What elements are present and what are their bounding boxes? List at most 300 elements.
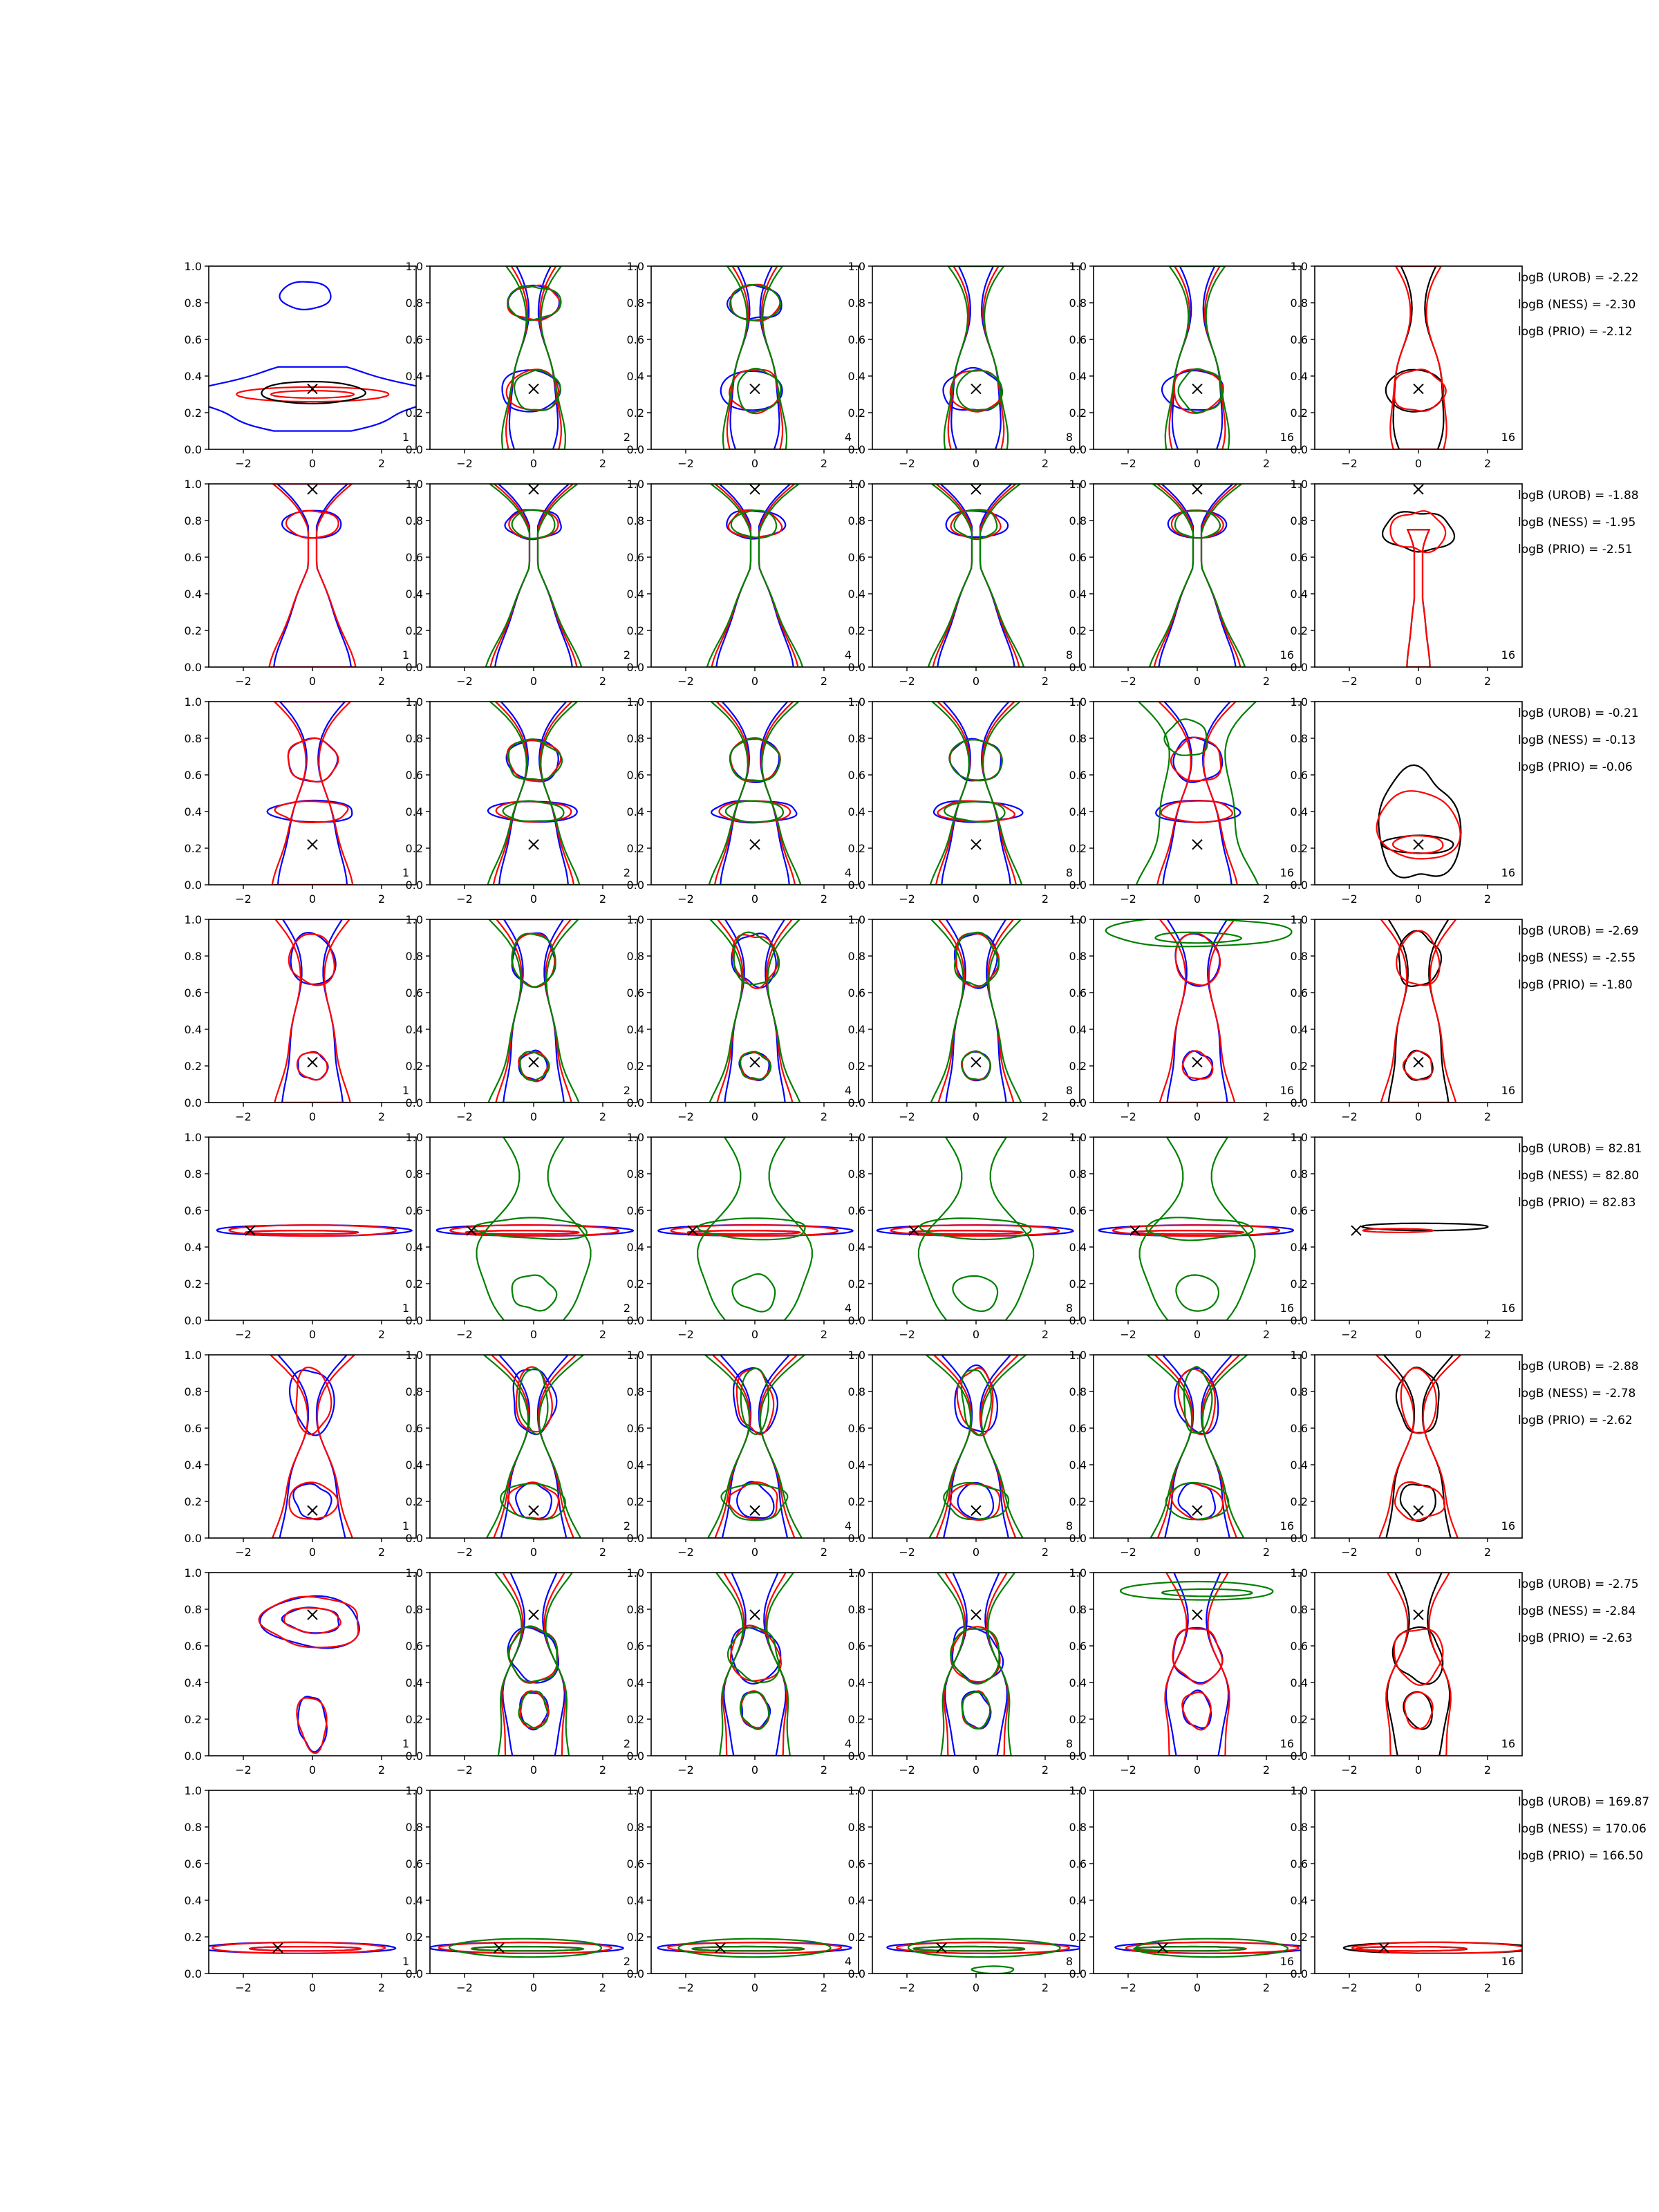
y-tick-label: 0.0 xyxy=(626,1750,644,1763)
x-tick-label: 2 xyxy=(1041,1328,1049,1341)
y-tick-label: 0.2 xyxy=(1290,842,1308,855)
x-tick-label: 2 xyxy=(377,1328,386,1341)
x-tick-label: 0 xyxy=(1193,1546,1201,1559)
logb-prio-row-7: logB (PRIO) = -2.63 xyxy=(1518,1631,1633,1645)
blue-contour xyxy=(495,484,572,667)
y-tick-label: 1.0 xyxy=(1290,695,1308,709)
x-tick-label: 0 xyxy=(972,457,980,470)
green-contour xyxy=(1165,266,1230,449)
contour-group xyxy=(1377,765,1461,878)
y-tick-label: 0.8 xyxy=(1069,1385,1087,1398)
y-tick-label: 0.4 xyxy=(1290,370,1308,383)
y-tick-label: 1.0 xyxy=(184,478,202,491)
x-tick-label: −2 xyxy=(456,457,473,470)
y-tick-label: 0.6 xyxy=(626,1204,644,1217)
x-tick-label: 0 xyxy=(529,457,538,470)
green-contour xyxy=(693,1947,803,1951)
contour-group xyxy=(259,1596,359,1753)
contour-group xyxy=(928,484,1024,667)
true-value-marker xyxy=(750,485,760,494)
y-tick-label: 0.4 xyxy=(184,1023,202,1036)
true-value-marker xyxy=(971,1610,981,1620)
x-tick-label: 0 xyxy=(1193,1981,1201,1994)
y-tick-label: 0.4 xyxy=(626,1241,644,1254)
y-tick-label: 1.0 xyxy=(184,260,202,273)
y-tick-label: 0.8 xyxy=(847,297,865,310)
panel-r7-c1 xyxy=(185,1566,416,1777)
y-tick-label: 0.2 xyxy=(184,1060,202,1073)
panel-r4-c6 xyxy=(1291,913,1522,1123)
x-tick-label: 0 xyxy=(529,1328,538,1341)
y-tick-label: 0.2 xyxy=(847,1931,865,1944)
y-tick-label: 0.6 xyxy=(1290,1422,1308,1435)
red-contour xyxy=(1377,791,1461,859)
x-tick-label: 2 xyxy=(377,1763,386,1777)
y-tick-label: 1.0 xyxy=(405,1784,423,1797)
true-value-marker xyxy=(1192,840,1202,850)
panel-sample-label: 4 xyxy=(844,1302,852,1315)
x-tick-label: 2 xyxy=(1041,457,1049,470)
panel-r1-c3 xyxy=(627,260,859,470)
y-tick-label: 0.2 xyxy=(1069,1495,1087,1508)
panel-sample-label: 2 xyxy=(623,1084,630,1097)
y-tick-label: 1.0 xyxy=(184,1131,202,1144)
y-tick-label: 0.4 xyxy=(1290,1241,1308,1254)
panel-r2-c4 xyxy=(848,478,1080,688)
panel-sample-label: 16 xyxy=(1280,1302,1294,1315)
y-tick-label: 1.0 xyxy=(1290,1131,1308,1144)
y-tick-label: 0.4 xyxy=(405,588,423,601)
logb-urob-row-3: logB (UROB) = -0.21 xyxy=(1518,706,1639,720)
panel-r3-c5 xyxy=(1069,695,1301,906)
panel-r2-c2 xyxy=(406,478,637,688)
contour-group xyxy=(269,484,355,667)
panel-sample-label: 4 xyxy=(844,648,852,662)
y-tick-label: 0.8 xyxy=(1069,1603,1087,1616)
green-contour xyxy=(697,1137,812,1320)
black-contour xyxy=(1394,266,1444,449)
red-contour xyxy=(259,1597,359,1648)
red-contour xyxy=(1390,266,1446,449)
x-tick-label: 0 xyxy=(308,1981,317,1994)
panel-r5-c2 xyxy=(406,1131,637,1341)
y-tick-label: 0.2 xyxy=(405,1277,423,1291)
y-tick-label: 0.8 xyxy=(1069,950,1087,963)
y-tick-label: 0.2 xyxy=(184,406,202,420)
red-contour xyxy=(936,702,1016,885)
panel-sample-label: 1 xyxy=(402,1084,409,1097)
axes-frame xyxy=(1315,702,1522,885)
contour-group xyxy=(1362,1224,1488,1232)
y-tick-label: 1.0 xyxy=(405,1349,423,1362)
panel-sample-label: 2 xyxy=(623,866,630,879)
x-tick-label: 0 xyxy=(1193,1110,1201,1123)
true-value-marker xyxy=(1414,384,1423,394)
x-tick-label: −2 xyxy=(235,1546,252,1559)
panel-r4-c1 xyxy=(185,913,416,1123)
y-tick-label: 0.0 xyxy=(626,1096,644,1109)
blue-contour xyxy=(278,702,347,885)
y-tick-label: 0.4 xyxy=(184,370,202,383)
blue-contour xyxy=(1156,800,1240,823)
y-tick-label: 0.8 xyxy=(626,1821,644,1834)
y-tick-label: 0.2 xyxy=(847,1277,865,1291)
x-tick-label: 2 xyxy=(377,892,386,906)
x-tick-label: −2 xyxy=(1120,1981,1136,1994)
y-tick-label: 0.0 xyxy=(184,1314,202,1327)
contour-group xyxy=(1381,919,1456,1103)
y-tick-label: 1.0 xyxy=(626,1566,644,1580)
black-contour xyxy=(1378,765,1461,878)
y-tick-label: 1.0 xyxy=(847,260,865,273)
green-contour xyxy=(710,919,800,1103)
y-tick-label: 1.0 xyxy=(626,1784,644,1797)
y-tick-label: 0.6 xyxy=(626,1422,644,1435)
logb-ness-row-2: logB (NESS) = -1.95 xyxy=(1518,516,1636,529)
y-tick-label: 0.6 xyxy=(626,333,644,346)
y-tick-label: 0.2 xyxy=(1290,1060,1308,1073)
x-tick-label: −2 xyxy=(899,675,915,688)
y-tick-label: 0.8 xyxy=(847,1821,865,1834)
y-tick-label: 0.4 xyxy=(405,805,423,818)
x-tick-label: 0 xyxy=(308,1328,317,1341)
panel-r6-c4 xyxy=(848,1349,1080,1559)
contour-group xyxy=(1162,266,1229,449)
axes-frame xyxy=(430,484,637,667)
y-tick-label: 0.6 xyxy=(847,333,865,346)
panel-r1-c4 xyxy=(848,260,1080,470)
y-tick-label: 0.8 xyxy=(1290,950,1308,963)
y-tick-label: 0.6 xyxy=(626,551,644,564)
red-contour xyxy=(1352,1942,1525,1953)
x-tick-label: −2 xyxy=(456,1763,473,1777)
y-tick-label: 0.6 xyxy=(1069,1204,1087,1217)
green-contour xyxy=(1136,702,1259,885)
green-contour xyxy=(1135,1939,1288,1958)
panel-r6-c6 xyxy=(1291,1349,1522,1559)
green-contour xyxy=(944,266,1008,449)
red-contour xyxy=(1172,1483,1223,1520)
y-tick-label: 0.0 xyxy=(1069,661,1087,674)
panel-sample-label: 1 xyxy=(402,1519,409,1533)
x-tick-label: 2 xyxy=(1483,675,1492,688)
logb-prio-row-5: logB (PRIO) = 82.83 xyxy=(1518,1196,1636,1210)
blue-contour xyxy=(280,282,331,310)
y-tick-label: 0.0 xyxy=(626,879,644,892)
y-tick-label: 0.6 xyxy=(184,1640,202,1653)
y-tick-label: 0.4 xyxy=(847,1241,865,1254)
x-tick-label: 2 xyxy=(599,1546,607,1559)
x-tick-label: 0 xyxy=(308,457,317,470)
contour-group xyxy=(430,1939,624,1958)
x-tick-label: 0 xyxy=(1414,675,1423,688)
y-tick-label: 0.8 xyxy=(1290,1168,1308,1181)
x-tick-label: −2 xyxy=(1341,1110,1358,1123)
x-tick-label: −2 xyxy=(1341,1546,1358,1559)
y-tick-label: 0.8 xyxy=(1069,732,1087,745)
y-tick-label: 0.8 xyxy=(405,1168,423,1181)
red-contour xyxy=(496,919,571,1103)
y-tick-label: 0.4 xyxy=(626,588,644,601)
axes-frame xyxy=(651,919,859,1103)
red-contour xyxy=(509,510,558,539)
panel-r3-c4 xyxy=(848,695,1080,906)
y-tick-label: 0.0 xyxy=(405,1314,423,1327)
y-tick-label: 0.6 xyxy=(847,986,865,1000)
x-tick-label: 0 xyxy=(1193,457,1201,470)
y-tick-label: 0.6 xyxy=(847,769,865,782)
x-tick-label: 0 xyxy=(751,675,759,688)
panel-r8-c6 xyxy=(1291,1784,1537,1994)
contour-group xyxy=(1136,702,1259,885)
green-contour xyxy=(512,510,555,538)
x-tick-label: 2 xyxy=(1262,1546,1271,1559)
panel-sample-label: 16 xyxy=(1501,1302,1515,1315)
y-tick-label: 1.0 xyxy=(626,1131,644,1144)
panel-sample-label: 16 xyxy=(1501,1955,1515,1968)
y-tick-label: 0.2 xyxy=(1290,406,1308,420)
red-contour xyxy=(1356,1947,1467,1951)
panel-sample-label: 2 xyxy=(623,648,630,662)
y-tick-label: 0.6 xyxy=(1069,1422,1087,1435)
y-tick-label: 0.8 xyxy=(1069,1168,1087,1181)
x-tick-label: −2 xyxy=(899,1546,915,1559)
true-value-marker xyxy=(1192,485,1202,494)
y-tick-label: 0.8 xyxy=(1290,732,1308,745)
x-tick-label: −2 xyxy=(456,1328,473,1341)
contour-group xyxy=(495,1573,572,1756)
x-tick-label: −2 xyxy=(235,1110,252,1123)
true-value-marker xyxy=(1192,1506,1202,1515)
y-tick-label: 0.4 xyxy=(847,588,865,601)
y-tick-label: 0.2 xyxy=(184,1931,202,1944)
panel-sample-label: 2 xyxy=(623,1955,630,1968)
x-tick-label: 2 xyxy=(599,675,607,688)
y-tick-label: 1.0 xyxy=(1069,478,1087,491)
panel-r6-c3 xyxy=(627,1349,859,1559)
y-tick-label: 0.4 xyxy=(626,1459,644,1472)
y-tick-label: 0.0 xyxy=(405,1532,423,1545)
y-tick-label: 0.0 xyxy=(1069,443,1087,456)
contour-group xyxy=(274,919,350,1103)
x-tick-label: 0 xyxy=(308,1546,317,1559)
true-value-marker xyxy=(1414,840,1423,850)
green-contour xyxy=(473,1947,583,1951)
logb-ness-row-6: logB (NESS) = -2.78 xyxy=(1518,1387,1636,1400)
y-tick-label: 0.0 xyxy=(405,879,423,892)
green-contour xyxy=(730,285,780,320)
y-tick-label: 0.4 xyxy=(405,1023,423,1036)
panel-r3-c1 xyxy=(185,695,416,906)
x-tick-label: 2 xyxy=(599,1110,607,1123)
y-tick-label: 0.0 xyxy=(626,1967,644,1980)
y-tick-label: 0.6 xyxy=(847,551,865,564)
y-tick-label: 0.4 xyxy=(626,1894,644,1907)
panel-sample-label: 8 xyxy=(1065,1955,1073,1968)
y-tick-label: 0.6 xyxy=(1290,1857,1308,1871)
axes-frame xyxy=(872,919,1080,1103)
x-tick-label: 2 xyxy=(377,457,386,470)
x-tick-label: 2 xyxy=(1041,1546,1049,1559)
y-tick-label: 0.4 xyxy=(1069,805,1087,818)
true-value-marker xyxy=(750,1058,760,1067)
y-tick-label: 0.4 xyxy=(405,1676,423,1689)
y-tick-label: 0.8 xyxy=(626,1385,644,1398)
panel-sample-label: 1 xyxy=(402,866,409,879)
x-tick-label: 2 xyxy=(1483,1110,1492,1123)
y-tick-label: 0.4 xyxy=(626,805,644,818)
panel-sample-label: 1 xyxy=(402,1737,409,1750)
y-tick-label: 0.4 xyxy=(1290,805,1308,818)
x-tick-label: −2 xyxy=(899,1763,915,1777)
y-tick-label: 0.4 xyxy=(626,1023,644,1036)
x-tick-label: 0 xyxy=(751,1981,759,1994)
y-tick-label: 0.6 xyxy=(1290,1640,1308,1653)
axes-frame xyxy=(430,702,637,885)
x-tick-label: 0 xyxy=(1193,675,1201,688)
x-tick-label: 0 xyxy=(529,675,538,688)
contour-group xyxy=(488,919,579,1103)
x-tick-label: −2 xyxy=(677,675,694,688)
panel-r7-c2 xyxy=(406,1566,637,1777)
y-tick-label: 0.6 xyxy=(405,333,423,346)
y-tick-label: 0.0 xyxy=(1290,1967,1308,1980)
x-tick-label: 2 xyxy=(1483,1546,1492,1559)
logb-urob-row-7: logB (UROB) = -2.75 xyxy=(1518,1577,1639,1591)
green-contour xyxy=(477,1137,591,1320)
true-value-marker xyxy=(750,1610,760,1620)
y-tick-label: 0.2 xyxy=(847,624,865,637)
y-tick-label: 0.2 xyxy=(405,624,423,637)
panel-r6-c2 xyxy=(406,1349,637,1559)
panel-sample-label: 1 xyxy=(402,648,409,662)
y-tick-label: 0.2 xyxy=(405,1931,423,1944)
green-contour xyxy=(1121,1582,1273,1600)
y-tick-label: 0.2 xyxy=(1069,1931,1087,1944)
y-tick-label: 1.0 xyxy=(626,260,644,273)
x-tick-label: −2 xyxy=(456,1110,473,1123)
y-tick-label: 0.2 xyxy=(847,1495,865,1508)
y-tick-label: 1.0 xyxy=(1290,1566,1308,1580)
x-tick-label: 0 xyxy=(1193,1763,1201,1777)
y-tick-label: 0.6 xyxy=(1069,986,1087,1000)
x-tick-label: 2 xyxy=(1483,1328,1492,1341)
y-tick-label: 0.0 xyxy=(1069,1750,1087,1763)
panel-sample-label: 8 xyxy=(1065,431,1073,444)
true-value-marker xyxy=(1414,1058,1423,1067)
red-contour xyxy=(1161,801,1232,823)
y-tick-label: 0.4 xyxy=(405,1241,423,1254)
y-tick-label: 0.8 xyxy=(847,1603,865,1616)
red-contour xyxy=(717,919,792,1103)
y-tick-label: 0.8 xyxy=(405,732,423,745)
y-tick-label: 0.0 xyxy=(405,1750,423,1763)
y-tick-label: 0.2 xyxy=(405,1713,423,1726)
panel-r1-c2 xyxy=(406,260,637,470)
y-tick-label: 0.2 xyxy=(1290,1277,1308,1291)
y-tick-label: 0.0 xyxy=(1069,1314,1087,1327)
axes-frame xyxy=(209,702,416,885)
true-value-marker xyxy=(529,485,538,494)
y-tick-label: 0.2 xyxy=(1290,1495,1308,1508)
green-contour xyxy=(732,1274,775,1311)
y-tick-label: 0.8 xyxy=(847,732,865,745)
y-tick-label: 0.4 xyxy=(184,1894,202,1907)
y-tick-label: 0.0 xyxy=(1290,661,1308,674)
x-tick-label: −2 xyxy=(1120,457,1136,470)
y-tick-label: 0.0 xyxy=(184,661,202,674)
x-tick-label: −2 xyxy=(235,892,252,906)
y-tick-label: 0.4 xyxy=(1290,1459,1308,1472)
true-value-marker xyxy=(971,384,981,394)
x-tick-label: 2 xyxy=(1483,457,1492,470)
red-contour xyxy=(720,801,791,823)
x-tick-label: 0 xyxy=(972,1328,980,1341)
logb-urob-row-6: logB (UROB) = -2.88 xyxy=(1518,1360,1639,1374)
contour-group xyxy=(1121,1573,1273,1756)
x-tick-label: 0 xyxy=(1414,1763,1423,1777)
y-tick-label: 0.4 xyxy=(1290,1023,1308,1036)
y-tick-label: 0.2 xyxy=(626,842,644,855)
true-value-marker xyxy=(1414,485,1423,494)
logb-ness-row-4: logB (NESS) = -2.55 xyxy=(1518,951,1636,965)
y-tick-label: 0.0 xyxy=(184,443,202,456)
logb-urob-row-8: logB (UROB) = 169.87 xyxy=(1518,1795,1650,1809)
y-tick-label: 0.4 xyxy=(1069,1459,1087,1472)
x-tick-label: 2 xyxy=(377,1110,386,1123)
x-tick-label: 2 xyxy=(599,892,607,906)
x-tick-label: −2 xyxy=(456,1981,473,1994)
red-contour xyxy=(1381,919,1456,1103)
contour-group xyxy=(716,1573,794,1756)
panel-r6-c5 xyxy=(1069,1349,1301,1559)
y-tick-label: 1.0 xyxy=(405,913,423,926)
logb-ness-row-8: logB (NESS) = 170.06 xyxy=(1518,1822,1647,1836)
y-tick-label: 0.0 xyxy=(1290,1750,1308,1763)
x-tick-label: 0 xyxy=(529,1546,538,1559)
x-tick-label: −2 xyxy=(677,1110,694,1123)
true-value-marker xyxy=(529,1058,538,1067)
y-tick-label: 0.2 xyxy=(184,842,202,855)
x-tick-label: 2 xyxy=(820,1981,828,1994)
y-tick-label: 0.2 xyxy=(405,1495,423,1508)
y-tick-label: 0.0 xyxy=(626,1532,644,1545)
y-tick-label: 0.8 xyxy=(847,1385,865,1398)
panel-sample-label: 4 xyxy=(844,1519,852,1533)
x-tick-label: 2 xyxy=(599,1763,607,1777)
y-tick-label: 0.2 xyxy=(847,1060,865,1073)
y-tick-label: 0.6 xyxy=(184,1422,202,1435)
x-tick-label: 2 xyxy=(377,675,386,688)
contour-group xyxy=(1386,266,1447,449)
red-contour xyxy=(1405,1692,1433,1729)
y-tick-label: 0.4 xyxy=(184,1676,202,1689)
y-tick-label: 0.2 xyxy=(626,1931,644,1944)
panel-sample-label: 16 xyxy=(1280,648,1294,662)
y-tick-label: 0.0 xyxy=(847,1532,865,1545)
x-tick-label: 2 xyxy=(820,892,828,906)
x-tick-label: 0 xyxy=(529,1981,538,1994)
x-tick-label: −2 xyxy=(677,1328,694,1341)
green-contour xyxy=(914,1947,1024,1951)
true-value-marker xyxy=(1192,384,1202,394)
y-tick-label: 0.0 xyxy=(184,1532,202,1545)
y-tick-label: 1.0 xyxy=(847,1349,865,1362)
panel-r3-c2 xyxy=(406,695,637,906)
axes-frame xyxy=(872,1137,1080,1320)
y-tick-label: 0.8 xyxy=(847,514,865,527)
x-tick-label: −2 xyxy=(456,675,473,688)
